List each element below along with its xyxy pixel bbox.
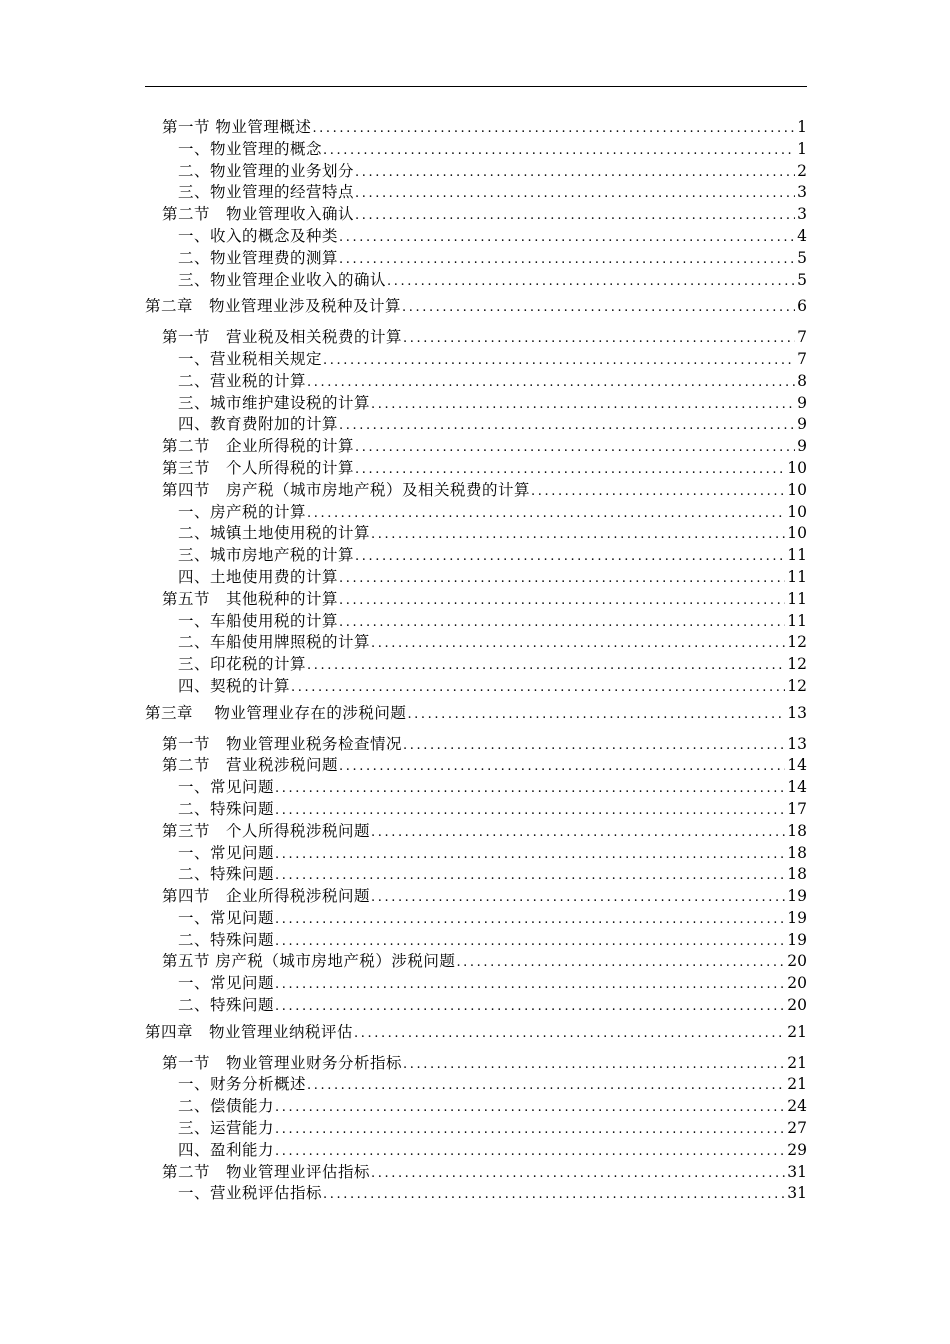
toc-page-number: 13	[787, 703, 807, 722]
toc-subsection-entry[interactable]	[145, 414, 807, 436]
toc-dot-leader	[307, 372, 795, 394]
toc-dot-leader	[355, 546, 785, 568]
toc-entry-title: 三、物业管理企业收入的确认	[178, 270, 387, 289]
toc-page-number: 7	[797, 349, 807, 368]
toc-subsection-entry[interactable]	[145, 523, 807, 545]
toc-entry-title: 第三节 个人所得税涉税问题	[162, 821, 371, 840]
toc-entry-title: 第一节 物业管理业财务分析指标	[162, 1053, 403, 1072]
toc-subsection-entry[interactable]	[145, 843, 807, 865]
toc-dot-leader	[339, 590, 785, 612]
toc-entry-title: 一、收入的概念及种类	[178, 226, 339, 245]
toc-section-entry[interactable]	[145, 755, 807, 777]
toc-entry-title: 第四节 企业所得税涉税问题	[162, 887, 371, 906]
toc-section-entry[interactable]	[145, 1162, 807, 1184]
toc-dot-leader	[275, 1141, 785, 1163]
toc-dot-leader	[275, 931, 785, 953]
toc-page-number: 19	[787, 908, 807, 927]
toc-dot-leader	[339, 415, 795, 437]
toc-entry-title: 四、土地使用费的计算	[178, 567, 339, 586]
toc-entry-title: 三、物业管理的经营特点	[178, 183, 355, 202]
toc-subsection-entry[interactable]	[145, 930, 807, 952]
toc-dot-leader	[407, 704, 785, 726]
toc-page-number: 19	[787, 887, 807, 906]
toc-section-entry[interactable]	[145, 327, 807, 349]
toc-section-entry[interactable]	[145, 821, 807, 843]
toc-dot-leader	[339, 756, 785, 778]
toc-dot-leader	[371, 822, 785, 844]
toc-entry-title: 一、常见问题	[178, 974, 275, 993]
toc-dot-leader	[355, 459, 785, 481]
toc-section-entry[interactable]	[145, 436, 807, 458]
toc-dot-leader	[531, 481, 785, 503]
toc-entry-title: 四、盈利能力	[178, 1140, 275, 1159]
toc-subsection-entry[interactable]	[145, 1096, 807, 1118]
toc-page-number: 10	[787, 502, 807, 521]
toc-page-number: 11	[787, 611, 807, 630]
toc-page-number: 31	[787, 1184, 807, 1203]
toc-dot-leader	[275, 1097, 785, 1119]
toc-dot-leader	[403, 328, 795, 350]
toc-subsection-entry[interactable]	[145, 611, 807, 633]
toc-dot-leader	[387, 271, 795, 293]
toc-dot-leader	[371, 633, 785, 655]
toc-dot-leader	[371, 1163, 785, 1185]
toc-dot-leader	[312, 118, 795, 140]
toc-dot-leader	[275, 800, 785, 822]
toc-page-number: 10	[787, 458, 807, 477]
toc-page-number: 13	[787, 734, 807, 753]
toc-entry-title: 一、常见问题	[178, 778, 275, 797]
toc-subsection-entry[interactable]	[145, 161, 807, 183]
toc-page-number: 24	[787, 1097, 807, 1116]
toc-entry-title: 三、运营能力	[178, 1119, 275, 1138]
toc-dot-leader	[275, 778, 785, 800]
toc-entry-title: 第二节 物业管理业评估指标	[162, 1162, 371, 1181]
toc-subsection-entry[interactable]	[145, 777, 807, 799]
toc-entry-title: 第二节 物业管理收入确认	[162, 205, 355, 224]
toc-page-number: 10	[787, 524, 807, 543]
toc-dot-leader	[355, 183, 795, 205]
toc-section-entry[interactable]	[145, 589, 807, 611]
toc-dot-leader	[371, 887, 785, 909]
toc-subsection-entry[interactable]	[145, 502, 807, 524]
toc-dot-leader	[371, 524, 785, 546]
toc-page-number: 18	[787, 821, 807, 840]
toc-page-number: 20	[787, 952, 807, 971]
toc-page-number: 12	[787, 655, 807, 674]
toc-entry-title: 二、特殊问题	[178, 930, 275, 949]
toc-subsection-entry[interactable]	[145, 139, 807, 161]
toc-subsection-entry[interactable]	[145, 654, 807, 676]
toc-page-number: 12	[787, 676, 807, 695]
toc-dot-leader	[339, 249, 795, 271]
toc-page-number: 29	[787, 1140, 807, 1159]
toc-page-number: 27	[787, 1119, 807, 1138]
toc-dot-leader	[403, 1054, 785, 1076]
toc-dot-leader	[307, 503, 785, 525]
toc-entry-title: 二、特殊问题	[178, 865, 275, 884]
toc-page-number: 4	[797, 226, 807, 245]
toc-dot-leader	[355, 162, 795, 184]
toc-page-number: 5	[797, 248, 807, 267]
toc-dot-leader	[323, 350, 795, 372]
toc-dot-leader	[275, 844, 785, 866]
toc-dot-leader	[339, 612, 785, 634]
toc-chapter-entry[interactable]	[145, 703, 807, 725]
toc-entry-title: 一、车船使用税的计算	[178, 611, 339, 630]
toc-dot-leader	[339, 568, 785, 590]
toc-dot-leader	[323, 1184, 785, 1206]
toc-dot-leader	[323, 140, 795, 162]
toc-entry-title: 四、教育费附加的计算	[178, 415, 339, 434]
toc-subsection-entry[interactable]	[145, 567, 807, 589]
toc-entry-title: 二、偿债能力	[178, 1097, 275, 1116]
toc-entry-title: 第五节 房产税（城市房地产税）涉税问题	[162, 952, 456, 971]
toc-entry-title: 第一节 物业管理概述	[162, 118, 312, 136]
toc-entry-title: 一、常见问题	[178, 908, 275, 927]
toc-section-entry[interactable]	[145, 204, 807, 226]
toc-dot-leader	[275, 865, 785, 887]
toc-subsection-entry[interactable]	[145, 1118, 807, 1140]
toc-subsection-entry[interactable]	[145, 632, 807, 654]
toc-section-entry[interactable]	[145, 734, 807, 756]
toc-chapter-entry[interactable]	[145, 296, 807, 318]
toc-entry-title: 一、常见问题	[178, 843, 275, 862]
toc-entry-title: 二、特殊问题	[178, 799, 275, 818]
toc-entry-title: 二、特殊问题	[178, 996, 275, 1015]
toc-subsection-entry[interactable]	[145, 973, 807, 995]
toc-dot-leader	[339, 227, 795, 249]
toc-chapter-entry[interactable]	[145, 1022, 807, 1044]
toc-entry-title: 第四章 物业管理业纳税评估	[145, 1022, 354, 1041]
toc-subsection-entry[interactable]	[145, 676, 807, 698]
toc-entry-title: 三、城市维护建设税的计算	[178, 393, 371, 412]
toc-page-number: 21	[787, 1053, 807, 1072]
toc-section-entry[interactable]	[145, 951, 807, 973]
toc-dot-leader	[307, 1075, 785, 1097]
toc-entry-title: 一、营业税相关规定	[178, 349, 323, 368]
toc-subsection-entry[interactable]	[145, 1183, 807, 1205]
toc-entry-title: 三、印花税的计算	[178, 655, 307, 674]
toc-subsection-entry[interactable]	[145, 393, 807, 415]
toc-entry-title: 三、城市房地产税的计算	[178, 546, 355, 565]
toc-dot-leader	[456, 952, 785, 974]
toc-entry-title: 二、物业管理费的测算	[178, 248, 339, 267]
toc-page-number: 8	[797, 371, 807, 390]
toc-page-number: 1	[797, 118, 807, 136]
toc-page-number: 18	[787, 865, 807, 884]
toc-page-number: 3	[797, 205, 807, 224]
toc-page-number: 21	[787, 1022, 807, 1041]
toc-page-number: 9	[797, 415, 807, 434]
toc-dot-leader	[355, 205, 795, 227]
toc-page-number: 14	[787, 756, 807, 775]
toc-section-entry[interactable]	[145, 1053, 807, 1075]
toc-page-number: 17	[787, 799, 807, 818]
toc-entry-title: 二、城镇土地使用税的计算	[178, 524, 371, 543]
toc-dot-leader	[355, 437, 795, 459]
toc-entry-title: 一、房产税的计算	[178, 502, 307, 521]
toc-entry-title: 第四节 房产税（城市房地产税）及相关税费的计算	[162, 480, 531, 499]
toc-page-number: 20	[787, 974, 807, 993]
toc-subsection-entry[interactable]	[145, 799, 807, 821]
toc-page-number: 21	[787, 1075, 807, 1094]
toc-subsection-entry[interactable]	[145, 1074, 807, 1096]
toc-page-number: 1	[797, 139, 807, 158]
toc-subsection-entry[interactable]	[145, 349, 807, 371]
toc-entry-title: 四、契税的计算	[178, 676, 291, 695]
toc-page-number: 11	[787, 567, 807, 586]
toc-subsection-entry[interactable]	[145, 226, 807, 248]
toc-page-number: 18	[787, 843, 807, 862]
toc-section-entry[interactable]	[145, 886, 807, 908]
toc-subsection-entry[interactable]	[145, 545, 807, 567]
toc-subsection-entry[interactable]	[145, 371, 807, 393]
toc-page-number: 20	[787, 996, 807, 1015]
toc-subsection-entry[interactable]	[145, 182, 807, 204]
toc-entry-title: 第二章 物业管理业涉及税种及计算	[145, 297, 402, 316]
toc-dot-leader	[275, 974, 785, 996]
toc-page-number: 7	[797, 328, 807, 347]
toc-page-number: 10	[787, 480, 807, 499]
toc-entry-title: 二、物业管理的业务划分	[178, 161, 355, 180]
toc-subsection-entry[interactable]	[145, 995, 807, 1017]
toc-page-number: 9	[797, 437, 807, 456]
toc-entry-title: 第二节 企业所得税的计算	[162, 437, 355, 456]
toc-subsection-entry[interactable]	[145, 270, 807, 292]
toc-subsection-entry[interactable]	[145, 864, 807, 886]
toc-subsection-entry[interactable]	[145, 248, 807, 270]
toc-page-number: 2	[797, 161, 807, 180]
toc-dot-leader	[354, 1023, 785, 1045]
toc-subsection-entry[interactable]	[145, 1140, 807, 1162]
toc-entry-title: 第一节 营业税及相关税费的计算	[162, 328, 403, 347]
toc-entry-title: 第一节 物业管理业税务检查情况	[162, 734, 403, 753]
toc-entry-title: 第三章 物业管理业存在的涉税问题	[145, 703, 407, 722]
toc-subsection-entry[interactable]	[145, 908, 807, 930]
toc-dot-leader	[275, 1119, 785, 1141]
toc-entry-title: 一、财务分析概述	[178, 1075, 307, 1094]
toc-entry-title: 二、车船使用牌照税的计算	[178, 633, 371, 652]
toc-dot-leader	[275, 996, 785, 1018]
toc-dot-leader	[291, 677, 785, 699]
toc-entry-title: 第二节 营业税涉税问题	[162, 756, 339, 775]
toc-entry-title: 一、物业管理的概念	[178, 139, 323, 158]
toc-page-number: 19	[787, 930, 807, 949]
toc-page-number: 5	[797, 270, 807, 289]
toc-entry-title: 一、营业税评估指标	[178, 1184, 323, 1203]
toc-section-entry[interactable]	[145, 458, 807, 480]
toc-page-number: 11	[787, 546, 807, 565]
toc-section-entry[interactable]	[145, 480, 807, 502]
toc-page-number: 12	[787, 633, 807, 652]
toc-dot-leader	[403, 735, 785, 757]
toc-page-number: 3	[797, 183, 807, 202]
table-of-contents	[145, 117, 807, 1205]
toc-dot-leader	[402, 297, 795, 319]
toc-page-number: 6	[797, 297, 807, 316]
toc-page-number: 9	[797, 393, 807, 412]
toc-page-number: 11	[787, 589, 807, 608]
toc-dot-leader	[371, 394, 795, 416]
toc-page-number: 31	[787, 1162, 807, 1181]
toc-entry-title: 二、营业税的计算	[178, 371, 307, 390]
toc-dot-leader	[307, 655, 785, 677]
toc-dot-leader	[275, 909, 785, 931]
toc-page-number: 14	[787, 778, 807, 797]
header-rule	[145, 86, 807, 87]
toc-entry-title: 第五节 其他税种的计算	[162, 589, 339, 608]
toc-section-entry[interactable]	[145, 117, 807, 139]
toc-entry-title: 第三节 个人所得税的计算	[162, 458, 355, 477]
